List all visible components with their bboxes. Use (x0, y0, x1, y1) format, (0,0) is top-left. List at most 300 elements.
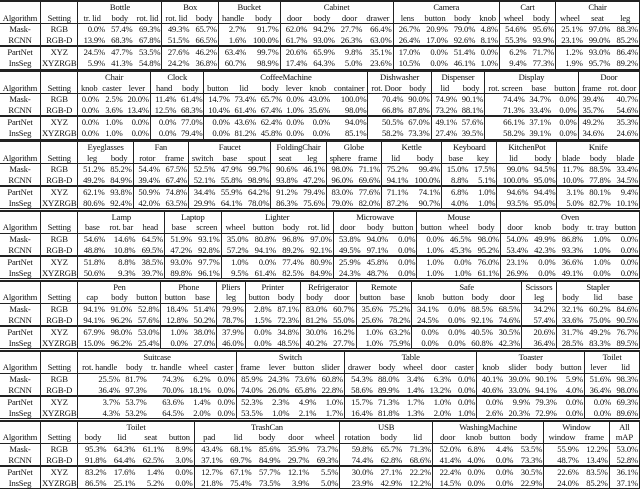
score-cell: 99.4 % (409, 164, 441, 175)
score-cell: 83.2 % (78, 466, 107, 478)
part-name: knob (305, 83, 331, 94)
score-cell: 0.0 % (212, 396, 237, 408)
score-cell: 82.5 % (277, 268, 305, 279)
score-cell: 93.8 % (271, 175, 299, 187)
algorithm-name: PartNet (0, 396, 41, 408)
score-cell: 54.3 % (345, 373, 374, 384)
score-cell: 14.5 % (433, 478, 462, 489)
algorithm-header: Algorithm (0, 432, 41, 443)
score-cell: 86.4 % (611, 46, 639, 58)
score-cell: 98.0 % (612, 385, 639, 397)
score-cell: 13.9 % (78, 35, 106, 47)
part-name: tr. handle (148, 362, 185, 373)
score-cell: 62.4 % (257, 116, 283, 128)
score-cell: 75.0 % (584, 315, 611, 327)
score-cell: 88.5 % (466, 304, 493, 315)
part-name: knob (462, 432, 486, 443)
score-cell: 57.4 % (522, 315, 557, 327)
score-cell: 46.0 % (217, 338, 245, 349)
part-name: window (544, 432, 580, 443)
category-name: Pliers (217, 281, 245, 293)
score-cell: 23.1 % (556, 35, 584, 47)
score-cell: 1.4 % (136, 466, 165, 478)
score-cell: 25.1 % (107, 478, 136, 489)
part-name: leg (299, 153, 327, 164)
category-name: Remote (356, 281, 412, 293)
part-name: slider (504, 362, 531, 373)
score-cell: 8.1 % (476, 35, 499, 47)
score-cell: 64.5 % (136, 234, 164, 245)
score-cell: 49.9 % (529, 234, 557, 245)
score-cell: 20.6 % (280, 46, 308, 58)
score-cell: 98.0 % (472, 234, 500, 245)
score-cell: 27.6 % (162, 46, 190, 58)
score-cell: 57.6 % (458, 116, 485, 128)
score-cell: 93.0 % (165, 256, 193, 268)
score-cell: 15.7 % (345, 396, 374, 408)
table-row (0, 46, 640, 58)
part-name: button (161, 292, 189, 303)
empty-cell (41, 141, 78, 153)
score-cell: 68.5 % (494, 304, 522, 315)
part-name: body (409, 153, 441, 164)
setting-name: RGB (41, 304, 78, 315)
score-cell: 95.0 % (529, 175, 557, 187)
score-cell: 0.0 % (584, 268, 611, 279)
score-cell: 97.0 % (584, 24, 612, 35)
score-cell: 1.5 % (245, 315, 272, 327)
score-cell: 0.0 % (421, 58, 449, 69)
score-cell: 1.0 % (356, 326, 384, 338)
part-name: rotation (340, 432, 374, 443)
algorithm-name: Mask- (0, 164, 41, 175)
score-cell: 40.7 % (605, 94, 640, 105)
score-cell: 1.0 % (283, 105, 305, 117)
score-cell: 32.1 % (556, 304, 584, 315)
score-cell: 0.0 % (204, 116, 231, 128)
category-block (0, 350, 640, 420)
part-name: body (78, 432, 107, 443)
score-cell: 0.0 % (417, 234, 445, 245)
part-name: rotor (133, 153, 161, 164)
score-cell: 0.0 % (245, 326, 272, 338)
empty-cell (41, 281, 78, 293)
score-cell: 17.0 % (393, 46, 421, 58)
setting-name: XYZRGB (42, 267, 77, 278)
setting-name: RGB (41, 373, 78, 384)
score-cell: 71.1 % (354, 164, 382, 175)
score-cell: 0.0 % (204, 128, 231, 139)
algorithm-header: Algorithm (0, 362, 41, 373)
score-cell: 0.0 % (462, 478, 486, 489)
score-cell: 46.2 % (190, 46, 218, 58)
score-cell: 53.8 % (333, 234, 361, 245)
score-cell: 39.0 % (504, 373, 531, 384)
score-cell: 1.4 % (185, 396, 212, 408)
score-cell: 22.4 % (433, 466, 462, 478)
empty-cell (0, 421, 41, 433)
score-cell: 0.0 % (440, 326, 467, 338)
score-cell: 14.7 % (204, 94, 231, 105)
part-name: button (421, 13, 449, 24)
score-cell: 97.1 % (362, 245, 390, 257)
setting-name: XYZ (41, 116, 78, 128)
score-cell: 49.3 % (162, 24, 190, 35)
score-cell: 53.4 % (501, 245, 529, 257)
algorithm-name: InsSeg (0, 128, 41, 139)
table-row (0, 24, 640, 35)
score-cell: 16.4 % (345, 408, 374, 419)
score-cell: 29.7 % (281, 455, 310, 467)
score-cell: 4.8 % (476, 24, 499, 35)
part-name: door (425, 362, 452, 373)
part-name: drawer (363, 13, 393, 24)
score-cell: 98.3 % (612, 373, 639, 384)
category-block (0, 210, 640, 280)
score-cell: 95.0 % (529, 198, 557, 209)
score-cell: 0.0 % (452, 385, 477, 397)
score-cell: 1.4 % (400, 385, 425, 397)
score-cell: 15.0 % (78, 338, 106, 349)
score-cell: 0.0 % (212, 408, 237, 419)
part-name: button (440, 292, 467, 303)
score-cell: 100.0 % (497, 175, 529, 187)
score-cell: 34.2 % (522, 304, 557, 315)
score-cell: 35.6 % (305, 105, 331, 117)
table-row (0, 455, 640, 467)
score-cell: 64.1 % (216, 198, 243, 209)
score-cell: 57.6 % (133, 315, 161, 327)
score-cell: 3.4 % (400, 373, 425, 384)
score-cell: 1.0 % (417, 245, 445, 257)
score-cell: 57.4 % (106, 24, 134, 35)
score-cell: 0.0 % (486, 466, 514, 478)
score-cell: 49.1 % (431, 116, 458, 128)
score-cell: 65.7 % (190, 24, 218, 35)
score-cell: 34.7 % (526, 94, 552, 105)
part-name: seat (136, 432, 165, 443)
score-cell: 84.9 % (253, 455, 282, 467)
score-cell: 17.0 % (421, 35, 449, 47)
part-name: body (404, 83, 431, 94)
table-row (0, 326, 640, 338)
part-name: button (133, 292, 161, 303)
empty-cell (0, 1, 41, 13)
part-name: lid (584, 292, 611, 303)
algorithm-name: PartNet (0, 326, 41, 338)
score-cell: 73.4 % (231, 94, 257, 105)
category-header-row (0, 281, 640, 293)
score-cell: 50.2 % (189, 315, 217, 327)
score-cell: 5.9 % (558, 373, 585, 384)
score-cell: 89.6 % (612, 408, 639, 419)
setting-header: Setting (41, 153, 78, 164)
score-cell: 94.0 % (331, 116, 368, 128)
table-row (0, 245, 640, 257)
score-cell: 78.2 % (384, 315, 412, 327)
score-cell: 92.1 % (466, 315, 493, 327)
score-cell: 60.8 % (317, 373, 344, 384)
category-name: Phone (161, 281, 217, 293)
score-cell: 74.4 % (340, 455, 374, 467)
score-cell: 9.3 % (106, 268, 136, 279)
score-cell: 100.0 % (409, 175, 441, 187)
score-cell: 55.9 % (544, 443, 580, 454)
score-cell: 20.3 % (504, 408, 531, 419)
score-cell: 93.5 % (497, 198, 529, 209)
score-cell: 34.5 % (612, 175, 640, 187)
score-cell: 64.4 % (107, 455, 136, 467)
algorithm-name: PartNet (0, 46, 41, 58)
score-cell: 85.2 % (106, 164, 134, 175)
category-name: USB (340, 421, 433, 433)
category-name: Table (345, 351, 477, 363)
part-name: screen (193, 222, 221, 233)
category-block (0, 420, 640, 490)
score-cell: 2.0 % (425, 408, 452, 419)
score-cell: 17.5 % (469, 164, 497, 175)
part-name: body (247, 13, 280, 24)
category-block (0, 70, 640, 140)
score-cell: 63.5 % (161, 198, 189, 209)
score-cell: 53.7 % (121, 396, 148, 408)
score-cell: 74.6 % (494, 315, 522, 327)
part-name: leg (522, 292, 557, 303)
score-cell: 100.0 % (331, 94, 368, 105)
score-cell: 0.0 % (150, 128, 177, 139)
algorithm-name: RCNN (0, 175, 41, 187)
score-cell: 96.2 % (106, 338, 133, 349)
score-cell: 52.5 % (189, 164, 217, 175)
score-cell: 79.0 % (326, 198, 354, 209)
part-name: body (531, 362, 558, 373)
part-name: base (612, 292, 640, 303)
score-cell: 69.6 % (354, 175, 382, 187)
setting-name: RGB-D (41, 385, 78, 397)
score-cell: 77.4 % (277, 256, 305, 268)
score-cell: 54.8 % (134, 58, 162, 69)
score-cell: 0.0 % (124, 116, 151, 128)
setting-name: XYZRGB (42, 407, 77, 418)
part-name: lid (497, 153, 529, 164)
score-cell: 78.7 % (217, 315, 245, 327)
score-cell: 62.0 % (280, 24, 308, 35)
score-cell: 0.0 % (124, 128, 151, 139)
score-cell: 49.2 % (78, 175, 106, 187)
score-cell: 34.4 % (189, 186, 217, 198)
score-cell: 49.2 % (578, 116, 605, 128)
category-name: Camera (393, 1, 499, 13)
score-cell: 10.4 % (204, 105, 231, 117)
table-row (0, 466, 640, 478)
score-cell: 25.9 % (333, 256, 361, 268)
score-cell: 5.0 % (557, 198, 585, 209)
score-cell: 53.5 % (134, 46, 162, 58)
score-cell: 24.0 % (544, 478, 580, 489)
category-name: Fan (133, 141, 188, 153)
score-cell: 78.0 % (243, 198, 271, 209)
score-cell: 0.0 % (452, 373, 477, 384)
score-cell: 81.2 % (300, 315, 328, 327)
score-cell: 96.2 % (106, 315, 133, 327)
score-cell: 73.5 % (253, 478, 282, 489)
part-name: base (165, 222, 193, 233)
score-cell: 51.5 % (162, 35, 190, 47)
part-name: button (204, 83, 231, 94)
part-name: tr. tray (584, 222, 611, 233)
score-cell: 36.8 % (190, 58, 218, 69)
algorithm-name: InsSeg (0, 268, 41, 279)
category-name: Toilet (585, 351, 640, 363)
score-cell: 83.3 % (584, 338, 611, 349)
score-cell: 0.0 % (612, 234, 640, 245)
score-cell: 0.0 % (249, 256, 277, 268)
score-cell: 88.3 % (611, 24, 639, 35)
score-cell: 39.7 % (136, 268, 164, 279)
category-name: Dispenser (431, 71, 485, 83)
category-name: Lamp (78, 211, 165, 223)
part-name: body (556, 292, 584, 303)
part-name: body (190, 13, 218, 24)
setting-name: RGB (41, 24, 78, 35)
score-cell: 11.7 % (557, 164, 585, 175)
part-name: door (333, 222, 361, 233)
score-cell: 46.1 % (299, 164, 327, 175)
score-cell: 94.2 % (308, 24, 336, 35)
score-cell: 0.0 % (165, 466, 194, 478)
score-cell: 12.8 % (161, 315, 189, 327)
category-name: Switch (236, 351, 344, 363)
score-cell: 24.3 % (264, 373, 291, 384)
score-cell: 53.2 % (121, 408, 148, 419)
score-cell: 24.3 % (333, 268, 361, 279)
algorithm-header: Algorithm (0, 83, 41, 94)
category-name: Display (485, 71, 578, 83)
score-cell: 6.2 % (499, 46, 527, 58)
score-cell: 3.9 % (281, 478, 310, 489)
score-cell: 54.6 % (605, 105, 640, 117)
part-name: knob (529, 222, 557, 233)
score-cell: 34.6 % (578, 128, 605, 139)
part-name: wheel (310, 432, 339, 443)
score-cell: 16.2 % (328, 326, 356, 338)
part-name: body (458, 83, 485, 94)
score-cell: 61.7 % (280, 35, 308, 47)
algorithm-name: InsSeg (0, 198, 41, 209)
score-cell: 27.7 % (328, 338, 356, 349)
setting-name: RGB-D (41, 35, 78, 47)
score-cell: 9.9 % (504, 396, 531, 408)
score-cell: 13.2 % (425, 385, 452, 397)
score-cell: 1.0 % (425, 396, 452, 408)
category-name: Laptop (165, 211, 222, 223)
algorithm-name: RCNN (0, 385, 41, 397)
score-cell: 0.0 % (440, 304, 467, 315)
score-cell: 84.9 % (106, 175, 134, 187)
score-cell: 74.0 % (236, 385, 263, 397)
setting-header: Setting (41, 222, 78, 233)
score-cell: 0.0 % (78, 94, 100, 105)
score-cell: 74.4 % (485, 94, 526, 105)
algorithm-name: InsSeg (0, 58, 41, 69)
score-cell: 18.1 % (185, 385, 212, 397)
score-cell: 73.7 % (310, 443, 339, 454)
category-name: Printer (245, 281, 300, 293)
score-cell: 0.0 % (440, 315, 467, 327)
part-name: base (78, 222, 106, 233)
score-cell: 94.0 % (362, 234, 390, 245)
score-cell: 85.2 % (580, 478, 609, 489)
score-cell: 47.7 % (106, 46, 134, 58)
part-name: body (514, 432, 543, 443)
algorithm-name: InsSeg (0, 408, 41, 419)
score-cell: 74.8 % (161, 186, 189, 198)
score-cell: 53.0 % (609, 443, 639, 454)
part-name: knob (78, 83, 100, 94)
score-cell: 49.5 % (333, 245, 361, 257)
score-cell: 10.1 % (612, 198, 640, 209)
score-cell: 87.8 % (404, 105, 431, 117)
setting-name: RGB (41, 164, 78, 175)
setting-name: XYZ (41, 466, 78, 478)
score-cell: 94.1 % (78, 315, 106, 327)
score-cell: 34.1 % (412, 304, 440, 315)
score-cell: 91.0 % (106, 304, 133, 315)
score-cell: 89.8 % (165, 268, 193, 279)
category-name: Faucet (189, 141, 271, 153)
score-cell: 84.9 % (305, 268, 334, 279)
score-cell: 27.4 % (431, 128, 458, 139)
score-cell: 71.3 % (403, 443, 432, 454)
table-row (0, 105, 640, 117)
score-cell: 40.2 % (300, 338, 328, 349)
category-name: Bottle (78, 1, 162, 13)
score-cell: 75.9 % (384, 338, 412, 349)
score-cell: 85.2 % (611, 35, 639, 47)
score-cell: 69.5 % (136, 245, 164, 257)
score-cell: 60.2 % (584, 304, 611, 315)
score-cell: 43.0 % (305, 94, 331, 105)
algorithm-header: Algorithm (0, 222, 41, 233)
category-name: Microwave (333, 211, 417, 223)
score-cell: 69.7 % (224, 455, 253, 467)
category-block (0, 280, 640, 350)
score-cell: 92.4 % (106, 198, 134, 209)
score-cell: 4.9 % (290, 396, 317, 408)
setting-name: XYZRGB (42, 477, 77, 488)
algorithm-name: PartNet (0, 186, 41, 198)
score-cell: 88.0 % (374, 373, 401, 384)
score-cell: 36.4 % (585, 385, 612, 397)
score-cell: 1.0 % (100, 128, 124, 139)
category-block (0, 140, 640, 210)
part-name: button (486, 432, 514, 443)
category-name: Kettle (382, 141, 442, 153)
algorithm-header: Algorithm (0, 13, 41, 24)
part-name: base (189, 292, 217, 303)
score-cell: 65.9 % (308, 46, 336, 58)
algorithm-name: RCNN (0, 315, 41, 327)
score-cell: 5.9 % (78, 58, 106, 69)
score-cell: 64.3 % (107, 443, 136, 454)
score-cell: 67.0 % (404, 116, 431, 128)
empty-cell (0, 141, 41, 153)
score-cell: 97.7 % (193, 256, 221, 268)
score-cell: 61.1 % (136, 443, 165, 454)
part-name: mAP (609, 432, 639, 443)
score-cell: 20.9 % (421, 24, 449, 35)
score-cell: 0.0 % (440, 338, 467, 349)
